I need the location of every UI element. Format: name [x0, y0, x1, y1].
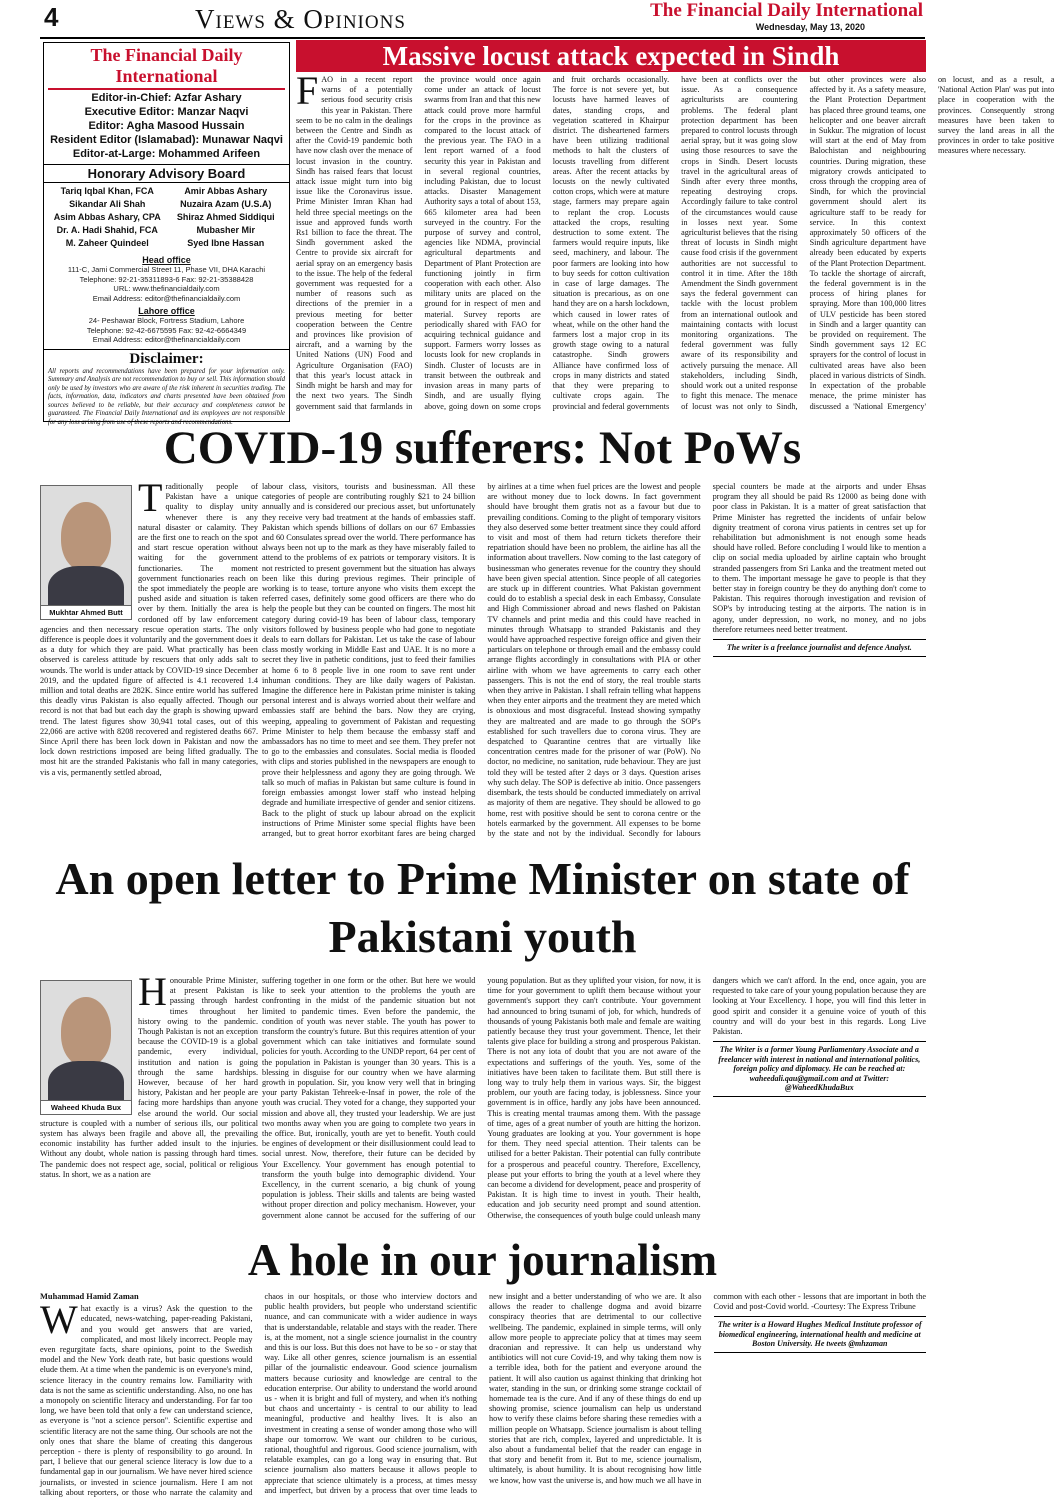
board-member: Syed Ibne Hassan — [187, 238, 265, 248]
section-title: Views & Opinions — [195, 4, 406, 34]
letter-headline: An open letter to Prime Minister on state of Pakistani youth — [55, 853, 910, 962]
board-member: Nuzaira Azam (U.S.A) — [180, 199, 272, 209]
lahore-office-label: Lahore office — [138, 306, 195, 316]
editor-line: Editor-at-Large: Mohammed Arifeen — [72, 148, 261, 160]
covid-lead-column — [40, 475, 258, 842]
board-member: Mubasher Mir — [196, 225, 255, 235]
hole-author: Muhammad Hamid Zaman — [40, 1292, 139, 1301]
board-member: Tariq Iqbal Khan, FCA — [60, 186, 154, 196]
lahore-office-address: 24- Peshawar Block, Fortress Stadium, Lahore Telephone: 92-42-6675595 Fax: 92-42-6664349 Email Address: editor@thefinancialdaily.com — [86, 316, 247, 344]
page-header — [0, 0, 945, 38]
issue-date: Wednesday, May 13, 2020 — [755, 22, 865, 32]
letter-writer-tagline: The Writer is a former Young Parliamentary Associate and a freelancer with interest in national and international politics, foreign policy and diplomacy. He can be reached at: waheedali.qau@gmail.com and at Twitter: @WaheedKhudaBux — [713, 1041, 926, 1097]
board-member: Amir Abbas Ashary — [184, 186, 268, 196]
hole-article-body — [40, 1292, 926, 1504]
covid-headline: COVID-19 sufferers: Not PoWs — [163, 422, 802, 474]
covid-lead-text: Traditionally people of Pakistan have a unique quality to display unity whenever there is any natural disaster or calamity. They are the first one to reach on the spot and start rescue operation without waiting for the government functionaries. The moment government functionaries reach on the spot immediately the people are pushed aside and situation is taken over by them. Initially the area is cordoned off by law enforcement agencies and then necessary rescue operation starts. The only difference is people does it voluntarily and the government does it as a duty for which they are paid. What practically has been observed is careless attitude by rescuers that only adds salt to wounds. The world is under attack by COVID-19 since December 2019, and the updated figure of affected is 4.1 recovered 1.4 million and total deaths are 282K. Since entire world has suffered this deadly virus Pakistan is also equally affected. Though our record is not that bad but each day the graph is showing upward trend. The latest figures show 30,941 total cases, out of this 22,066 are active with 8208 recovered and registered deaths 667. Since April there has been lock down in Pakistan and now the lock down restrictions imposed are being lifted gradually. The most hit are the stranded Pakistanis who fall in many categories, vis a vis, permanently settled abroad, — [40, 475, 258, 777]
advisory-board-list — [44, 183, 289, 252]
locust-body-text: FAO in a recent report warns of a potentially serious food security crisis this year in Pakistan. There seem to be no calm in the dealings between the Centre and Sindh as after the Covid-19 pandemic both have now clash over the menace of locust invasion in the country. Sindh has raised fears that locust attack issue might turn into big issue like the Coronavirus issue. Prime Minister Imran Khan had held three special meetings on the issue and approved funds worth Rs1 billion to face the threat. The Sindh government asked the Centre to provide six aircraft for aerial spray on an emergency basis to the issue. The help of the federal government was requested for a number of reasons such as directions of the premier in a previous meeting for better cooperation between the Centre and provinces like provision of aircraft, and a warning by the United Nations (UN) Food and Agriculture Organisation (FAO) that this year's locust attack in Sindh might be harsh and may for the next two years. The Sindh government said that farmlands in the province would once again come under an attack of locust swarms from Iran and that this new attack could prove more harmful for the crops in the province as compared to the locust attack of the previous year. The FAO in a lent report warned of a food security this year in Pakistan and in several regional countries, including Pakistan, due to locust attacks. Disaster Management Authority says a total of about 153, 665 kilometer area had been surveyed in the country. For the purpose of survey and control, agencies like NDMA, provincial agricultural departments and Department of Plant Protection are functioning jointly in firm cooperation with each other. Also military units are placed on the ground for in respect of men and material. Survey reports are periodically shared with FAO for acquiring technical guidance and support. Farmers worry losses as locusts look for new croplands in Sindh. Cluster of locusts are in transit between the outbreak and invasion areas in many parts of Sindh, and are usually flying above, going down on some crops and fruit orchards occasionally. The force is not severe yet, but locusts have harmed leaves of dates, standing crops, and vegetation scattered in Khairpur district. The disheartened farmers have been utilizing traditional methods to halt the clusters of locusts travelling from different areas. After the recent attacks by locusts on the newly cultivated cotton crops, which were at mature stage, farmers may prepare again to replant the crop. Locusts attacked the crops, resulting destruction to some extent. The farmers would require inputs, like seed, machinery, and labour. The poor farmers are looking into how to buy seeds for cotton cultivation in case of large damages. The situation is precarious, as on one hand they are on a harsh lockdown, which caused in lower rates of wheat, while on the other hand the farmers lost a major crop in its growth stage owing to a natural catastrophe. Sindh growers Alliance have confirmed loss of crops in many districts and stated that they were preparing to cultivate crops again. The provincial and federal governments have been at conflicts over the issue. As a consequence agriculturists are countering problems. The federal plant protection department has been prepared to control locusts through aerial spray, but it was going slow using those resources to save the crops in Sindh. Desert locusts travel in the agricultural areas of Sindh after every three months, repeating destroying crops. Accordingly failure to take control of the circumstances would cause in losses next year. Some agriculturist believes that the rising threat of locusts in Sindh might cause food crisis if the government authorities are not successful to control it in time. After the 18th Amendment the Sindh government says the federal government can tackle with the locust problem from an international outlook and maintaining contacts with locust monitoring organizations. The federal government was fully aware of its responsibility and actively pursuing the menace. All stakeholders, including Sindh, should work out a united response to fight this menace. The menace of locust was not only to Sindh, but other provinces were also affected by it. As a safety measure, the Plant Protection Department has placed three ground teams, one helicopter and one beaver aircraft in Sukkur. The migration of locust will start at the end of May from Balochistan and neighbouring countries. During migration, these migratory crowds anticipated to cross through the cropping area of Sindh, for which the provincial government should alert its agriculture staff to be ready for service. In this context approximately 50 officers of the Sindh agriculture department have already been educated by experts of the Plant Protection Department. To tackle the shortage of aircraft, the federal government is in the process of hiring planes for spraying. More than 100,000 litres of ULV pesticide has been stored in Sindh and a larger quantity can be provided on requirement. The Sindh government says 12 EC sprayers for the control of locust in cultivated areas have also been placed in various districts of Sindh. In expectation of the probable menace, the prime minister has discussed a 'National Emergency' on locust, and as a result, a 'National Action Plan' was put into place in cooperation with the provinces. Consequently strong measures have been taken to survey the land areas in all the provinces in order to take positive measures where necessary. — [296, 68, 1054, 411]
brand-name: The Financial Daily International — [650, 0, 923, 21]
covid-writer-tagline: The writer is a freelance journalist and defence Analyst. — [713, 639, 926, 657]
page-number: 4 — [44, 2, 59, 32]
locust-headline: Massive locust attack expected in Sindh — [296, 40, 926, 72]
locust-article-body — [296, 68, 1054, 420]
header-rule — [40, 37, 925, 39]
editor-line: Editor: Agha Masood Hussain — [88, 120, 245, 132]
advisory-board-title: Honorary Advisory Board — [44, 164, 289, 183]
covid-article-body — [262, 482, 926, 842]
hole-body-text: What exactly is a virus? Ask the question to the educated, news-watching, paper-reading Pakistani, and you would get answers that are varied, complicated, and most likely incorrect. People may even regurgitate facts, share opinions, point to the Swedish model and the New York death rate, but basic questions would elude them. At a time when the pandemic is on everyone's mind, science literacy in the country remains low. Familiarity with data is not the same as scientific understanding. Also, no one has a monopoly on scientific literacy and understanding. For far too long, we have been told that only a few can understand science, as everyone is "not a science person". Scientific expertise and scientific literacy are not the same thing. Our schools are not the only ones that share the blame of creating this dangerous perception - there is plenty of responsibility to go around. In part, I believe that our general science literacy is low due to a fundamental gap in our journalism. We have never hired science journalists, or invested in science journalism. Here I am not talking about reporters, or those who narrate the calamity and chaos in our hospitals, or those who interview doctors and public health providers, but people who understand scientific nuance, and can communicate with a wider audience in ways that is understandable, relatable and stays with the reader. There is, at the moment, not a single science journalist in the country and this is our loss. But this does not have to be so - or stay that way. Like all other genres, science journalism is an essential pillar of the journalistic endeavour. Good science journalism matters because curiosity and knowledge are central to the education enterprise. Our ability to understand the world around us - when it is bright and full of mystery, and when it's nothing but chaos and uncertainty - is central to our ability to lead meaningful, productive and healthy lives. It is also an investment in creating a sense of wonder among those who will shape our tomorrow. We want our children to be curious, rational, thoughtful and rigorous. Good science journalism, with relatable examples, can go a long way in ensuring that. But science journalism also matters because it allows people to appreciate that science ultimately is a process, at times messy and imperfect, but driven by a process that over time leads to new insight and a better understanding of who we are. It also allows the reader to challenge dogma and avoid bizarre conspiracy theories that are detrimental to our collective wellbeing. The pandemic, explained in simple terms, will only allow more people to appreciate policy that at times may seem draconian and repressive. It can help us understand why antibiotics will not cure Covid-19, and why taking them now is a terrible idea, both for the patient and everyone around the patient. It will also caution us against thinking that drinking hot water, standing in the sun, or drinking some strange cocktail of homemade tea is the cure. And if any of these things do end up showing promise, science journalism can help us understand how to verify these claims before sharing these remedies with a million people on Whatsapp. Science journalism is about telling stories that are rich, complex, layered and unpredictable. It is also about a fundamental belief that the reader can engage in that story and benefit from it. But to me, science journalism, ultimately, is about humility. It is about recognising how little we know, how vast the universe is, and how much we all have in common with each other - lessons that are important in both the Covid and post-Covid world. -Courtesy: The Express Tribune — [40, 1292, 926, 1497]
letter-lead-column — [40, 969, 258, 1228]
head-office-label: Head office — [142, 255, 191, 265]
board-member: Asim Abbas Ashary, CPA — [53, 212, 161, 222]
disclaimer-text: All reports and recommendations have been prepared for your information only. Summary and Analysis are not recommendation to buy or sell. This information should only be used by investors who are aware of the risk inherent in securities trading. The facts, information, data, indicators and charts presented have been obtained from sources believed to be reliable, but their accuracy and completeness cannot be guaranteed. The Financial Daily International and its employees are not responsible for any loss arising from use of these reports and recommendations. — [48, 367, 285, 427]
editor-line: Resident Editor (Islamabad): Munawar Naqvi — [50, 134, 283, 146]
hole-headline: A hole in our journalism — [247, 1235, 718, 1285]
disclaimer-heading: Disclaimer: — [44, 349, 289, 368]
masthead-divider — [48, 88, 285, 90]
editor-line: Executive Editor: Manzar Naqvi — [84, 106, 249, 118]
author-caption: Waheed Khuda Bux — [41, 1100, 131, 1114]
photo-wrap-spacer — [40, 482, 138, 622]
board-member: Shiraz Ahmed Siddiqui — [176, 212, 275, 222]
masthead-box — [43, 42, 290, 427]
masthead-title: The Financial Daily International — [90, 45, 243, 86]
author-caption: Mukhtar Ahmed Butt — [41, 605, 131, 619]
letter-article-body — [262, 976, 926, 1228]
board-member: M. Zaheer Quindeel — [65, 238, 149, 248]
board-member: Dr. A. Hadi Shahid, FCA — [56, 225, 158, 235]
letter-body-text: suffering together in one form or the other. But here we would like to seek your attention to the problems the youth are confronting in the midst of the pandemic situation but not limited to pandemic times. Even before the pandemic, the condition of youth was never stable. The youth has power to transform the country's future. But this requires attention of your government which can take initiatives and formulate sound policies for youth. According to the UNDP report, 64 per cent of the population in Pakistan is younger than 30 years. This is a blessing in disguise for our country when we have alarming growth in population. Sir, you know very well that in bringing your party Pakistan Tehreek-e-Insaf in power, the role of the youth was crucial. They voted for a change, they supported your mission and above all, they trusted your leadership. We are just two months away when you are going to complete two years in the office. But, ironically, youth are yet to benefit. Youth could be engines of development or their disillusionment could lead to social unrest. Now, therefore, their future can be decided by Your Excellency. Your government has enough potential to transform the youth bulge into demographic dividend. Your Excellency, in the current scenario, a big chunk of young population is jobless. Their skills and talents are being wasted without proper direction and policy mechanism. However, your government alone cannot be accused for the suffering of our young population. But as they uplifted your vision, for now, it is time for your government to uplift them because without your government's support they can't contribute. Your government had announced to bring tsunami of job, for which, hundreds of thousands of young Pakistanis both male and female are waiting patiently because they trust your government. Thence, let their talents give place for building a strong and prosperous Pakistan. There is not any iota of doubt that you are not aware of the expectations and sufferings of the youth. Yes, some of the initiatives have been taken to facilitate them. But still there is long way to truly help them in various ways. Sir, the biggest problem, our youth are facing today, is joblessness. Since your government is in office, hardly any jobs have been announced. This is creating mental traumas among them. With the passage of time, ages of a great number of youth are hitting the horizon. Young graduates are looking at you. Your government is hope for them. They need special attention. Their talents can be utilised for a better Pakistan. Their potential can fully contribute for a prosperous and peaceful country. Therefore, Excellency, please put your efforts to bring the youth at a level where they can become a dividend for development, peace and prosperity of Pakistan. It is high time to invest in youth. Their health, education and job security need prompt and sound attention. Otherwise, the consequences of youth bulge could unleash many dangers which we can't afford. In the end, once again, you are requested to take care of your young population because they are looking at Your Excellency. I hope, you will find this letter in good spirit and consider it a genuine voice of youth of this country and will do your best in this regards. Long Live Pakistan. — [262, 976, 926, 1220]
photo-wrap-spacer — [40, 976, 138, 1116]
covid-body-text: labour class, visitors, tourists and businessman. All these categories of people are contributing roughly $21 to 24 billion annually and is considered our precious asset, but unfortunately they receive very bad treatment at the hands of embassies staff. Pakistan which spends billions of dollars on our 67 Embassies and 60 Consulates spread over the world. There performance has always been not up to the mark as they have miserably failed to attend to the problems of ex patriots or temporary visitors. It is not restricted to present government but the situation has always been like this during previous regimes. Their principle of working is to tease, torture anyone who visits them except the referred cases, definitely some good officers are there who do help the people but they can be counted on fingers. The most hit category during covid-19 has been of labour class, temporary visitors followed by business people who had gone to negotiate deals to earn dollars for Pakistan. Let us take the case of labour class mostly working in Middle East and UAE. It is no more a secret they live in pathetic conditions, just to feed their families at home 6 to 8 people live in one room to save rent under inhuman conditions. They are like daily wagers of Pakistan. Imagine the difference here in Pakistan prime minister is taking personal interest and is always worried about their welfare and embassies staff are behind the bars. Now they are crying, weeping, appealing to government of Pakistan and requesting Prime Minister to help them because the embassy staff and ambassadors has no time to meet and see them. They prefer not to go to the embassies and consulates. Social media is flooded with clips and stories published in the newspapers are enough to prove their helplessness and agony they are going through. We talk so much of mafias in Pakistan but same culture is found in foreign embassies amongst lower staff who instead helping degrade and humiliate irrespective of gender and senior citizens. Back to the plight of stuck up labour abroad on the explicit instructions of Prime Minister some special flights have been arranged, but to great horror exorbitant fares are being charged by airlines at a time when fuel prices are the lowest and people are without money due to lock downs. In fact government should have brought them gratis not as a favour but due to prevailing conditions. Coming to the plight of temporary visitors they also deserved some better treatment since they could afford to visit and most of them had return tickets therefore their repatriation should have been no problem, the airline has all the information about travellers. Now coming to the last category of businessman who generates revenue for the country they should have been given special attention. Since people of all categories are stuck up in different countries. What Pakistan government could do to establish a special desk in each Embassy, Consulate and High Commissioner abroad and news flashed on Pakistan TV channels and print media and this could have reached in minutes through Whatsapp to stranded Pakistanis and they would have approached respective foreign office and given their particulars on telephone or through email and the embassy could arrange flights accordingly in consultations with PIA or other airline with whom we have agreements to carry each other passengers. This is not the end of story, the real trouble starts when they arrive in Pakistan. I shall refrain telling what happens when they enter airports and the treatment they are meted which is obnoxious and most disgraceful. Instead showing sympathy they are maltreated and are made to go through the SOP's established for such travellers due to corona virus. They are despatched to Quarantine centres that are virtually like concentration centres made for the prisoner of war (PoW). No doctor, no medicine, no sanitation, rude behaviour. They are just told they will be tested after 2 days or 3 days. Question arises why such delay. The SOP is defective ab initio. Once passengers disembark, the tests should be conducted immediately on arrival as majority of them are negative. They should be allowed to go home, rest with positive should be sent to corona centre or the hotels earmarked by the government. All expenses to be borne by the state and not by the individual. Secondly for labours special counters be made at the airports and under Ehsas program they all should be paid Rs 12000 as being done with poor class in Pakistan. It is a matter of great satisfaction that Prime Minister has regretted the incidents of unfair below dignity treatment of corona virus patients in centres set up for rehabilitation but admonishment is not enough some heads should have rolled. Before concluding I would like to mention a clip on social media uploaded by airline captain who brought stranded passengers from Sri Lanka and the treatment meted out to them. The important message he gave to people is that they better stay in foreign country be they do anything don't come to Pakistan. This requires thorough investigation and revision of SOP's by introducing testing at the airports. The nation is in agony, under depression, no work, no money, and no jobs therefore returnees need better treatment. — [262, 482, 926, 838]
letter-lead-text: Honourable Prime Minister, at present Pakistan is passing through hardest times throughout her history owing to the pandemic. Though Pakistan is not an exception because the COVID-19 is a global pandemic, every individual, institution and nation is going through the same hardships. However, because of her hard history, Pakistan and her people are facing more hardships than anyone else around the world. Our social structure is coupled with a number of serious ills, our political system has always been fragile and above all, the prevailing economic instability has further added insult to the injuries. Without any doubt, whole nation is passing through hard times. The pandemic does not respect age, social, political or religious status. In short, we as a nation are — [40, 969, 258, 1179]
hole-writer-tagline: The writer is a Howard Hughes Medical Institute professor of biomedical engineering, international health and medicine at Boston University. He tweets @mhzaman — [714, 1316, 927, 1353]
editor-line: Editor-in-Chief: Azfar Ashary — [91, 92, 242, 104]
board-member: Sikandar Ali Shah — [69, 199, 146, 209]
head-office-address: 111-C, Jami Commercial Street 11, Phase VII, DHA Karachi Telephone: 92-21-35311893-6 Fax: 92-21-35388428 URL: www.thefinancialdaily.com Email Address: editor@thefinancialdaily.com — [67, 265, 266, 303]
